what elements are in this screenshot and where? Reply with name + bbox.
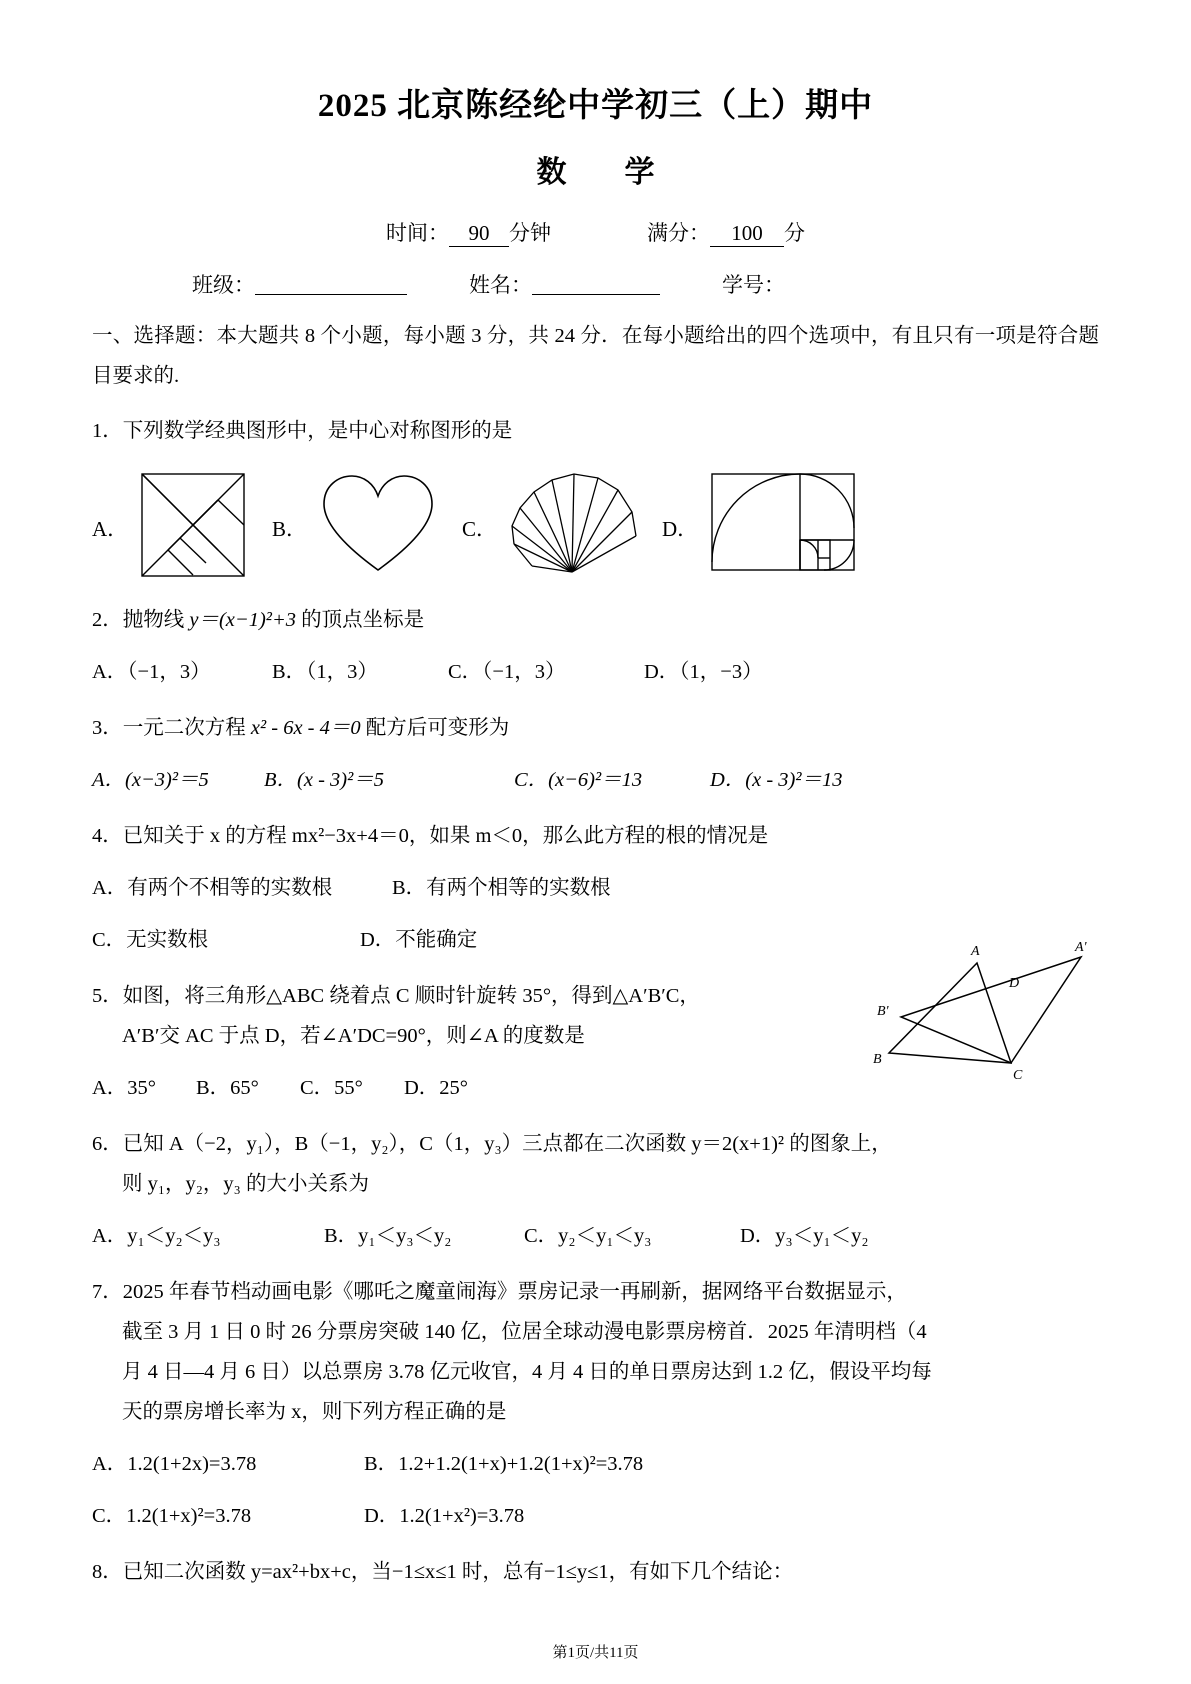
diagram-label-D: D — [1009, 976, 1020, 992]
question-3-option-d[interactable]: D．(x - 3)²＝13 — [710, 769, 843, 792]
question-6-option-a[interactable]: A．y₁＜y₂＜y₃ — [92, 1225, 221, 1248]
question-6-stem-line1: 6．已知 A（−2，y₁），B（−1，y₂），C（1，y₃）三点都在二次函数 y＝2(x+1)² 的图象上， — [92, 1133, 892, 1156]
question-1-option-a-label: A． — [92, 516, 129, 541]
question-8-stem: 8．已知二次函数 y=ax²+bx+c，当−1≤x≤1 时，总有−1≤y≤1，有如下几个结论： — [92, 1560, 794, 1583]
question-2-option-d[interactable]: D．（1，−3） — [644, 661, 763, 684]
question-1-stem: 1．下列数学经典图形中，是中心对称图形的是 — [92, 420, 513, 443]
question-3-option-a[interactable]: A．(x−3)²＝5 — [92, 769, 209, 792]
time-unit: 分钟 — [509, 220, 551, 245]
heart-figure[interactable] — [318, 470, 438, 585]
question-6-stem-line2: 则 y₁，y₂，y₃ 的大小关系为 — [122, 1173, 369, 1196]
question-7-option-b[interactable]: B．1.2+1.2(1+x)+1.2(1+x)²=3.78 — [364, 1452, 644, 1475]
score-unit: 分 — [784, 220, 805, 245]
name-label: 姓名： — [469, 272, 532, 297]
question-5-option-b[interactable]: B．65° — [196, 1077, 259, 1100]
time-label: 时间： — [386, 220, 449, 245]
question-4-options-row1 — [92, 869, 1099, 909]
question-3-option-c[interactable]: C．(x−6)²＝13 — [514, 769, 643, 792]
class-label: 班级： — [192, 272, 255, 297]
page-title: 2025 北京陈经纶中学初三（上）期中 — [317, 88, 874, 124]
question-4-option-a[interactable]: A．有两个不相等的实数根 — [92, 877, 333, 900]
question-2 — [92, 601, 1099, 641]
question-5-stem-line2: A′B′交 AC 于点 D，若∠A′DC=90°，则∠A 的度数是 — [122, 1025, 585, 1048]
subject-title: 数 学 — [536, 155, 669, 189]
tangram-square-figure[interactable] — [138, 470, 248, 585]
question-3-stem: 3．一元二次方程 x² - 6x - 4＝0 配方后可变形为 — [92, 717, 510, 740]
question-6-option-b[interactable]: B．y₁＜y₃＜y₂ — [324, 1225, 452, 1248]
question-6-options — [92, 1217, 1099, 1257]
score-field — [647, 217, 805, 247]
question-2-option-c[interactable]: C．（−1，3） — [448, 661, 566, 684]
diagram-label-B: B — [873, 1052, 882, 1068]
question-5-option-c[interactable]: C．55° — [300, 1077, 363, 1100]
question-6-option-d[interactable]: D．y₃＜y₁＜y₂ — [740, 1225, 869, 1248]
question-4-stem: 4．已知关于 x 的方程 mx²−3x+4＝0，如果 m＜0，那么此方程的根的情况是 — [92, 825, 769, 848]
question-2-options — [92, 653, 1099, 693]
question-7-stem-line1: 7．2025 年春节档动画电影《哪吒之魔童闹海》票房记录一再刷新，据网络平台数据显示， — [92, 1281, 907, 1304]
question-7-stem-line2: 截至 3 月 1 日 0 时 26 分票房突破 140 亿，位居全球动漫电影票房榜首．2025 年清明档（4 — [122, 1321, 927, 1344]
question-7-options-row1 — [92, 1445, 1099, 1485]
question-3-options — [92, 761, 1099, 801]
student-info-row — [92, 269, 1099, 299]
spiral-fan-figure[interactable] — [508, 470, 638, 585]
question-4 — [92, 817, 1099, 857]
question-1-option-c-label: C． — [462, 516, 498, 541]
question-7 — [92, 1273, 1099, 1433]
question-5-number: 5． — [92, 985, 123, 1008]
question-7-options-row2 — [92, 1497, 1099, 1537]
question-2-option-b[interactable]: B．（1，3） — [272, 661, 378, 684]
diagram-label-A-prime: A' — [1075, 940, 1087, 956]
question-1-option-d-label: D． — [662, 516, 699, 541]
time-value: 90 — [449, 221, 509, 247]
page-footer: 第1页/共11页 — [552, 1645, 639, 1661]
studentid-label: 学号： — [722, 272, 785, 297]
question-5-option-a[interactable]: A．35° — [92, 1077, 157, 1100]
question-5-diagram[interactable] — [859, 935, 1107, 1100]
question-5-stem-line1: 5．如图，将三角形△ABC 绕着点 C 顺时针旋转 35°，得到△A′B′C， — [92, 985, 700, 1008]
question-1-option-b-label: B． — [272, 516, 308, 541]
question-5-option-d[interactable]: D．25° — [404, 1077, 469, 1100]
question-8-number: 8． — [92, 1560, 123, 1583]
question-3-number: 3． — [92, 717, 123, 740]
time-field — [386, 217, 551, 247]
class-blank[interactable] — [255, 275, 407, 295]
question-4-option-b[interactable]: B．有两个相等的实数根 — [392, 877, 611, 900]
class-field[interactable] — [192, 269, 407, 299]
question-7-stem-line3: 月 4 日—4 月 6 日）以总票房 3.78 亿元收官，4 月 4 日的单日票房达到 1.2 亿，假设平均每 — [122, 1360, 932, 1383]
question-7-stem-line4: 天的票房增长率为 x，则下列方程正确的是 — [122, 1400, 507, 1423]
diagram-label-C: C — [1013, 1068, 1023, 1084]
question-6 — [92, 1125, 1099, 1205]
question-7-option-d[interactable]: D．1.2(1+x²)=3.78 — [364, 1504, 525, 1527]
question-4-option-d[interactable]: D．不能确定 — [360, 929, 478, 952]
name-field[interactable] — [469, 269, 660, 299]
diagram-label-B-prime: B' — [877, 1004, 889, 1020]
question-1 — [92, 412, 1099, 452]
studentid-field[interactable] — [722, 269, 785, 299]
question-2-equation: y＝(x−1)²+3 — [189, 609, 297, 632]
question-3-equation: x² - 6x - 4＝0 — [250, 717, 361, 740]
question-3 — [92, 709, 1099, 749]
question-4-option-c[interactable]: C．无实数根 — [92, 929, 209, 952]
golden-spiral-figure[interactable] — [708, 470, 858, 585]
question-2-stem: 2．抛物线 y＝(x−1)²+3 的顶点坐标是 — [92, 609, 425, 632]
question-7-option-a[interactable]: A．1.2(1+2x)=3.78 — [92, 1452, 257, 1475]
question-7-option-c[interactable]: C．1.2(1+x)²=3.78 — [92, 1504, 252, 1527]
diagram-label-A: A — [971, 944, 980, 960]
question-2-option-a[interactable]: A．（−1，3） — [92, 661, 211, 684]
score-label: 满分： — [647, 220, 710, 245]
question-1-figures — [92, 470, 1099, 585]
section-heading: 一、选择题：本大题共 8 个小题，每小题 3 分，共 24 分．在每小题给出的四个选项中，有且只有一项是符合题目要求的. — [92, 324, 1099, 387]
question-8 — [92, 1553, 1099, 1593]
question-6-number: 6． — [92, 1133, 123, 1156]
question-2-number: 2． — [92, 609, 123, 632]
question-4-number: 4． — [92, 825, 123, 848]
question-7-number: 7． — [92, 1281, 123, 1304]
question-6-option-c[interactable]: C．y₂＜y₁＜y₃ — [524, 1225, 652, 1248]
question-1-number: 1． — [92, 420, 123, 443]
score-value: 100 — [710, 221, 784, 247]
name-blank[interactable] — [532, 275, 660, 295]
question-3-option-b[interactable]: B．(x - 3)²＝5 — [264, 769, 384, 792]
exam-meta-row — [92, 217, 1099, 247]
